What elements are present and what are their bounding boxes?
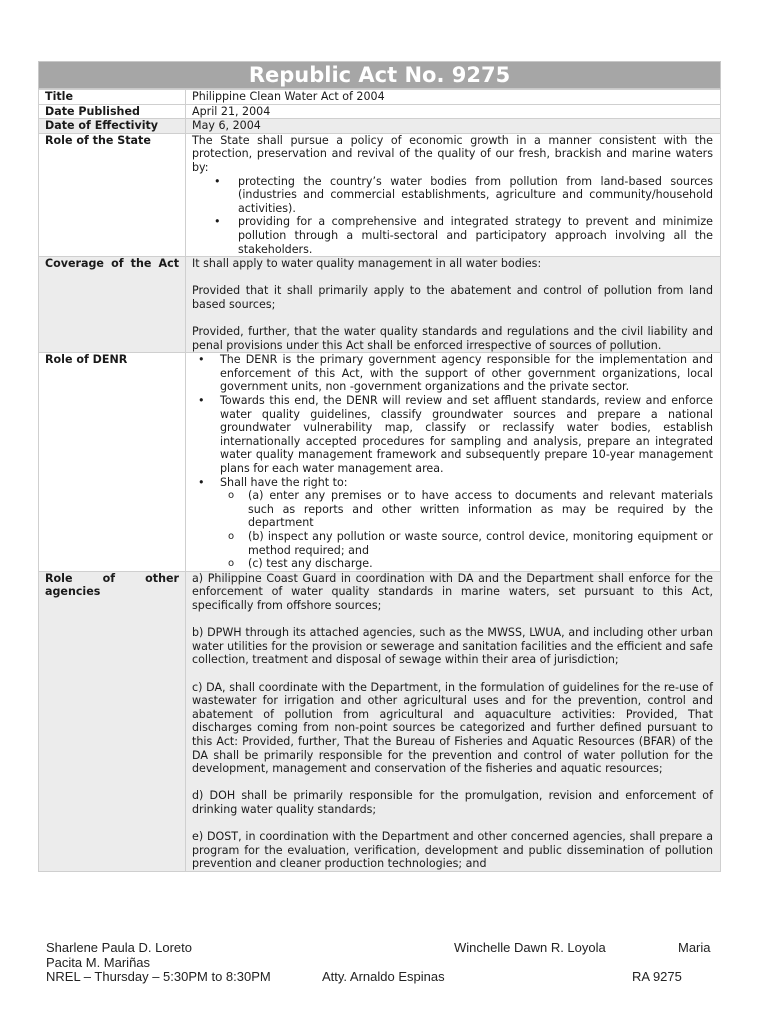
author-name: Winchelle Dawn R. Loyola <box>454 940 606 955</box>
footer-authors-line <box>46 941 726 956</box>
value-role-of-state <box>186 133 721 256</box>
footer-class-line <box>46 970 726 985</box>
denr-bullet <box>192 476 713 490</box>
document-code: RA 9275 <box>632 969 682 984</box>
label-role-of-state: Role of the State <box>39 133 186 256</box>
denr-right: o (c) test any discharge. <box>192 557 713 571</box>
agency-paragraph: a) Philippine Coast Guard in coordination with DA and the Department shall enforce for the enforcement of water quality standards in marine waters, set pursuant to this Act, specifically from offshore sources; <box>192 571 713 612</box>
row-date-published <box>39 104 721 119</box>
agency-paragraph: c) DA, shall coordinate with the Department, in the formulation of guidelines for the re-use of wastewater for irrigation and other agricultural uses and for the prevention, control and abatement of pollution from agricultural and aquaculture activities: Provided, That discharges coming from non-point sources be categorized and further defined pursuant to this Act: Provided, further, That the Bureau of Fisheries and Aquatic Resources (BFAR) of the DA shall be primarily responsible for the prevention and control of water pollution for the development, management and conservation of the fisheries and aquatic resources; <box>192 680 713 776</box>
label-date-published: Date Published <box>39 104 186 119</box>
label-role-of-denr: Role of DENR <box>39 353 186 572</box>
agency-paragraph: e) DOST, in coordination with the Department and other concerned agencies, shall prepare a program for the evaluation, verification, development and public dissemination of pollution prevention and cleaner production technologies; and <box>192 830 713 871</box>
denr-bullet: • The DENR is the primary government agency responsible for the implementation and enforcement of this Act, with the support of other government organizations, local government units, non -government organizations and the private sector. <box>192 353 713 394</box>
row-date-effectivity <box>39 119 721 134</box>
row-coverage <box>39 257 721 353</box>
state-bullet-list <box>192 175 713 257</box>
coverage-paragraph: Provided that it shall primarily apply to the abatement and control of pollution from land based sources; <box>192 284 713 311</box>
value-date-published: April 21, 2004 <box>186 104 721 119</box>
label-coverage: Coverage of the Act <box>39 257 186 353</box>
page-footer <box>46 941 726 985</box>
coverage-paragraph: It shall apply to water quality management in all water bodies: <box>192 257 542 271</box>
row-role-of-state <box>39 133 721 256</box>
label-title: Title <box>39 90 186 105</box>
denr-right: o (b) inspect any pollution or waste source, control device, monitoring equipment or method required; and <box>192 530 713 557</box>
row-other-agencies <box>39 571 721 871</box>
footer-authors-line-2 <box>46 956 726 971</box>
denr-rights-list <box>192 489 713 571</box>
value-role-of-denr <box>186 353 721 572</box>
instructor-name: Atty. Arnaldo Espinas <box>322 969 445 984</box>
denr-bullet-list <box>192 353 713 489</box>
denr-right: o (a) enter any premises or to have access to documents and relevant materials such as reports and other written information as may be required by the department <box>192 489 713 530</box>
author-name-rest: Pacita M. Mariñas <box>46 954 151 970</box>
agency-paragraph: b) DPWH through its attached agencies, such as the MWSS, LWUA, and including other urban water utilities for the provision or sewerage and sanitation facilities and the efficient and safe collection, treatment and disposal of sewage within their area of jurisdiction; <box>192 626 713 667</box>
author-name: Sharlene Paula D. Loreto <box>46 940 192 955</box>
state-intro: The State shall pursue a policy of economic growth in a manner consistent with the protection, preservation and revival of the quality of our fresh, brackish and marine waters by: <box>192 133 713 174</box>
value-date-effectivity: May 6, 2004 <box>186 119 721 134</box>
row-title <box>39 90 721 105</box>
denr-rights-heading: Shall have the right to: <box>220 475 348 489</box>
state-bullet: • providing for a comprehensive and integrated strategy to prevent and minimize pollution through a multi-sectoral and participatory approach involving all the stakeholders. <box>192 215 713 256</box>
class-schedule: NREL – Thursday – 5:30PM to 8:30PM <box>46 969 271 984</box>
denr-bullet: • Towards this end, the DENR will review and set affluent standards, review and enforce water quality guidelines, classify groundwater sources and prepare a national groundwater vulnerability map, classify or reclassify water bodies, establish internationally accepted procedures for sampling and analysis, prepare an integrated water quality management framework and subsequently prepare 10-year management plans for each water management area. <box>192 394 713 476</box>
value-other-agencies <box>186 571 721 871</box>
law-summary-table <box>38 61 721 872</box>
summary-table <box>38 89 721 872</box>
label-date-effectivity: Date of Effectivity <box>39 119 186 134</box>
value-title: Philippine Clean Water Act of 2004 <box>186 90 721 105</box>
author-name-first: Maria <box>678 940 711 955</box>
value-coverage <box>186 257 721 353</box>
state-bullet: • protecting the country’s water bodies from pollution from land-based sources (industries and commercial establishments, agriculture and community/household activities). <box>192 175 713 216</box>
agency-paragraph: d) DOH shall be primarily responsible for the promulgation, revision and enforcement of drinking water quality standards; <box>192 789 713 816</box>
document-title: Republic Act No. 9275 <box>38 61 721 89</box>
row-role-of-denr <box>39 353 721 572</box>
coverage-paragraph: Provided, further, that the water quality standards and regulations and the civil liability and penal provisions under this Act shall be enforced irrespective of sources of pollution. <box>192 325 713 352</box>
label-other-agencies: Role of other agencies <box>39 571 186 871</box>
